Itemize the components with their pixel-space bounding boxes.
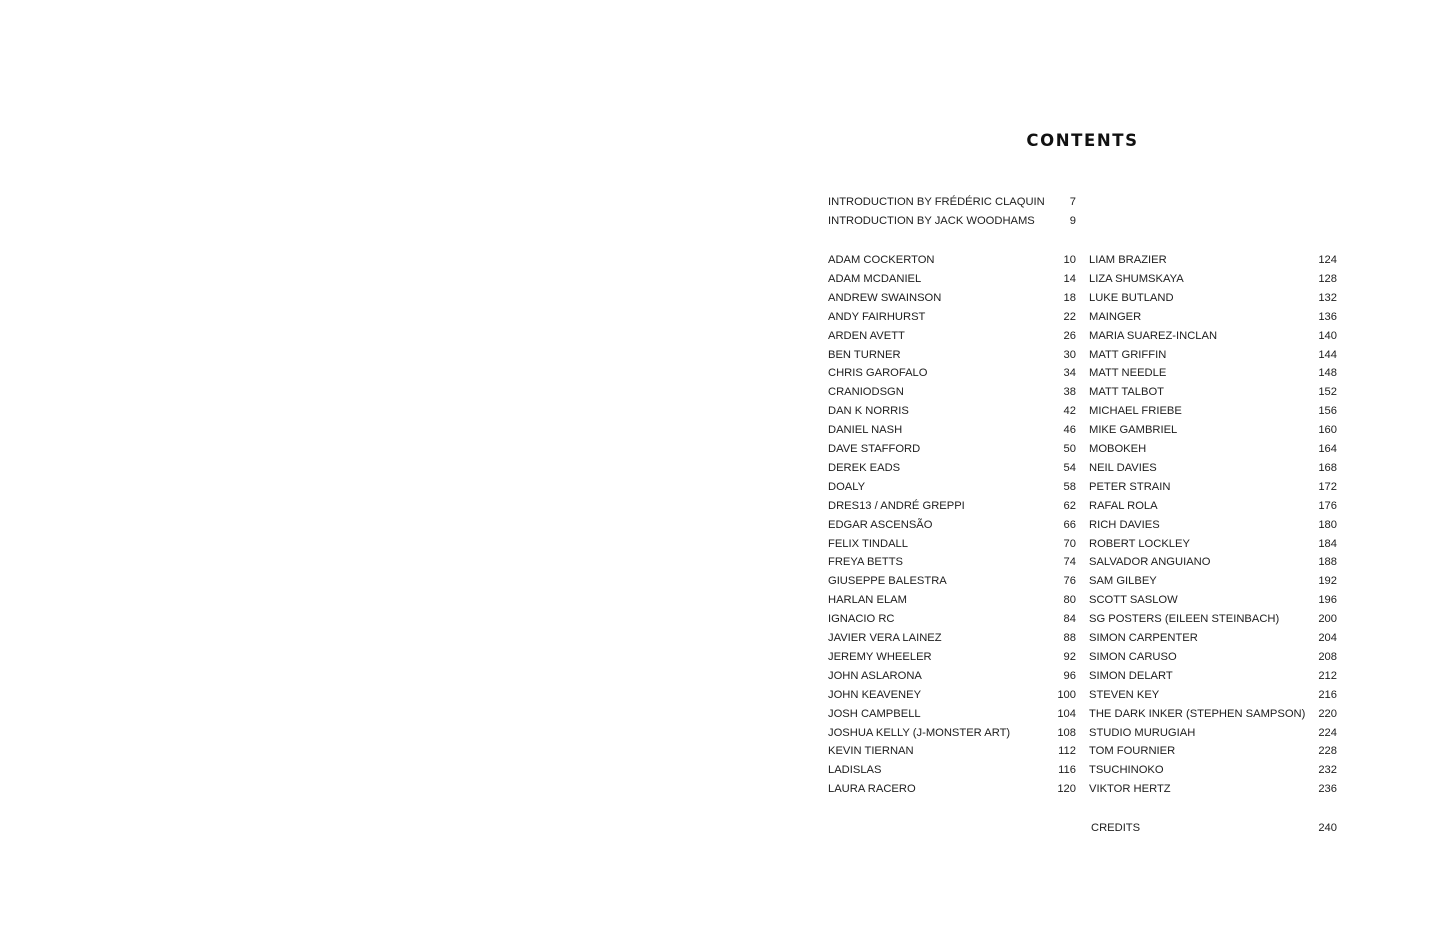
toc-entry-page-number: 164 [1318, 443, 1337, 455]
toc-entry[interactable] [1089, 742, 1337, 760]
toc-entry-page-number: 116 [1058, 764, 1076, 777]
toc-entry-title: TSUCHINOKO [1089, 764, 1164, 777]
toc-entry[interactable] [1089, 308, 1337, 326]
toc-entry[interactable] [828, 705, 1076, 723]
toc-entry-title: LIZA SHUMSKAYA [1089, 272, 1184, 285]
toc-entry-title: CREDITS [1091, 822, 1141, 834]
toc-entry-page-number: 9 [1069, 214, 1076, 227]
toc-entry-title: ARDEN AVETT [828, 329, 905, 342]
toc-entry[interactable] [828, 383, 1076, 401]
toc-entry-title: STUDIO MURUGIAH [1089, 726, 1196, 739]
toc-entry-page-number: 26 [1063, 329, 1076, 342]
toc-entry-page-number: 236 [1318, 783, 1337, 796]
toc-entry-page-number: 74 [1063, 556, 1076, 569]
toc-entry-page-number: 14 [1063, 272, 1076, 285]
toc-entry-page-number: 88 [1063, 632, 1076, 644]
toc-entry-title: ADAM COCKERTON [828, 254, 935, 266]
toc-entry[interactable] [1089, 383, 1337, 401]
toc-entry[interactable] [828, 761, 1076, 779]
toc-entry-title: MOBOKEH [1089, 443, 1147, 455]
toc-entry-page-number: 112 [1058, 745, 1076, 758]
toc-entry[interactable] [1089, 553, 1337, 571]
toc-entry-title: JAVIER VERA LAINEZ [828, 632, 942, 644]
toc-entry-page-number: 204 [1318, 632, 1337, 644]
toc-entry-title: DOALY [828, 480, 866, 493]
toc-entry-page-number: 70 [1063, 537, 1076, 550]
toc-entry-page-number: 76 [1063, 575, 1076, 588]
toc-entry-page-number: 62 [1063, 499, 1076, 512]
toc-entry-title: MIKE GAMBRIEL [1089, 424, 1178, 437]
toc-entry-title: DEREK EADS [828, 461, 901, 474]
toc-entry-title: RICH DAVIES [1089, 518, 1160, 531]
toc-entry-title: DAN K NORRIS [828, 405, 909, 418]
toc-entry[interactable] [1089, 478, 1337, 496]
toc-entry-page-number: 38 [1063, 386, 1076, 399]
toc-entry-page-number: 136 [1318, 310, 1337, 323]
toc-entry-title: MARIA SUAREZ-INCLAN [1089, 329, 1218, 342]
toc-entry-page-number: 92 [1063, 650, 1076, 663]
toc-entry-page-number: 168 [1318, 461, 1337, 474]
toc-entry-page-number: 180 [1318, 518, 1337, 531]
toc-entry[interactable] [828, 459, 1076, 477]
toc-entry[interactable] [828, 402, 1076, 420]
toc-entry[interactable] [828, 591, 1076, 609]
toc-entry-page-number: 184 [1318, 537, 1337, 550]
toc-entry[interactable] [1089, 629, 1337, 647]
toc-entry-page-number: 7 [1069, 196, 1076, 208]
toc-entry[interactable] [1089, 516, 1337, 534]
toc-entry-title: JOSHUA KELLY (J-MONSTER ART) [828, 726, 1011, 739]
toc-entry[interactable] [828, 327, 1076, 345]
toc-entry-title: VIKTOR HERTZ [1089, 783, 1171, 796]
toc-entry[interactable] [828, 346, 1076, 364]
toc-entry-title: SCOTT SASLOW [1089, 594, 1178, 607]
toc-entry[interactable] [1089, 705, 1337, 723]
toc-entry[interactable] [828, 516, 1076, 534]
toc-entry-title: MATT TALBOT [1089, 386, 1165, 399]
toc-entry[interactable] [828, 270, 1076, 288]
toc-entry[interactable] [828, 667, 1076, 685]
toc-entry-title: JOSH CAMPBELL [828, 707, 921, 720]
left-page-blank [0, 0, 722, 936]
toc-entry-title: STEVEN KEY [1089, 688, 1160, 701]
toc-entry-page-number: 192 [1318, 575, 1337, 588]
toc-entry-title: HARLAN ELAM [828, 594, 907, 607]
toc-entry-page-number: 10 [1063, 254, 1076, 266]
toc-entry-title: RAFAL ROLA [1089, 499, 1158, 512]
toc-entry-title: INTRODUCTION BY JACK WOODHAMS [828, 214, 1035, 227]
toc-entry[interactable] [828, 742, 1076, 760]
toc-entry[interactable] [1089, 421, 1337, 439]
toc-entry-title: JOHN ASLARONA [828, 669, 922, 682]
toc-entry[interactable] [1089, 440, 1337, 458]
toc-entry-page-number: 30 [1063, 348, 1076, 361]
toc-entry-page-number: 58 [1063, 480, 1076, 493]
toc-entry[interactable] [1089, 761, 1337, 779]
toc-entry[interactable] [1089, 346, 1337, 364]
toc-entry-title: TOM FOURNIER [1089, 745, 1176, 758]
toc-entry[interactable] [1089, 610, 1337, 628]
toc-entry[interactable] [828, 251, 1076, 269]
toc-entry-page-number: 124 [1318, 254, 1337, 266]
toc-entry-page-number: 224 [1318, 726, 1337, 739]
toc-entry-title: LUKE BUTLAND [1089, 291, 1174, 304]
toc-entry-page-number: 34 [1063, 367, 1076, 380]
toc-entry-title: CRANIODSGN [828, 386, 904, 399]
toc-entry[interactable] [1089, 724, 1337, 742]
toc-entry-title: SIMON DELART [1089, 669, 1173, 682]
toc-entry-page-number: 216 [1318, 688, 1337, 701]
toc-entry-title: INTRODUCTION BY FRÉDÉRIC CLAQUIN [828, 196, 1045, 208]
toc-entry-page-number: 100 [1057, 688, 1076, 701]
toc-entry-page-number: 196 [1318, 594, 1337, 607]
toc-entry-page-number: 176 [1318, 499, 1337, 512]
toc-entry-page-number: 96 [1063, 669, 1076, 682]
toc-entry[interactable] [828, 497, 1076, 515]
toc-entry[interactable] [1089, 402, 1337, 420]
toc-entry-title: GIUSEPPE BALESTRA [828, 575, 947, 588]
toc-entry-title: LAURA RACERO [828, 783, 916, 796]
toc-entry-title: MATT GRIFFIN [1089, 348, 1167, 361]
toc-entry-page-number: 172 [1318, 480, 1337, 493]
toc-entry[interactable] [1089, 270, 1337, 288]
toc-entry-title: NEIL DAVIES [1089, 461, 1157, 474]
toc-entry[interactable] [828, 572, 1076, 590]
toc-entry[interactable] [1089, 572, 1337, 590]
toc-entry-title: DAVE STAFFORD [828, 443, 921, 455]
toc-entry[interactable] [828, 308, 1076, 326]
toc-entry-page-number: 128 [1318, 272, 1337, 285]
toc-entry-page-number: 240 [1318, 822, 1337, 834]
toc-entry-title: SG POSTERS (EILEEN STEINBACH) [1089, 613, 1280, 626]
toc-entry-page-number: 80 [1063, 594, 1076, 607]
toc-entry-title: DANIEL NASH [828, 424, 903, 437]
toc-entry-page-number: 50 [1063, 443, 1076, 455]
toc-entry-page-number: 232 [1318, 764, 1337, 777]
toc-entry-page-number: 120 [1057, 783, 1076, 796]
toc-entry[interactable] [828, 364, 1076, 382]
toc-entry[interactable] [828, 421, 1076, 439]
toc-entry-page-number: 104 [1057, 707, 1076, 720]
toc-entry-title: PETER STRAIN [1089, 480, 1171, 493]
toc-entry-page-number: 148 [1318, 367, 1337, 380]
toc-entry-title: DRES13 / ANDRÉ GREPPI [828, 499, 965, 512]
toc-entry-title: MAINGER [1089, 310, 1142, 323]
toc-entry-page-number: 156 [1318, 405, 1337, 418]
toc-entry-title: MATT NEEDLE [1089, 367, 1167, 380]
toc-entry-page-number: 54 [1063, 461, 1076, 474]
toc-entry[interactable] [828, 478, 1076, 496]
page-title: CONTENTS [1026, 131, 1139, 150]
toc-entry-page-number: 200 [1318, 613, 1337, 626]
toc-entry-page-number: 18 [1063, 291, 1076, 304]
toc-entry-page-number: 66 [1063, 518, 1076, 531]
toc-entry-title: FREYA BETTS [828, 556, 904, 569]
toc-entry[interactable] [1089, 497, 1337, 515]
toc-entry[interactable] [828, 440, 1076, 458]
toc-entry-page-number: 188 [1318, 556, 1337, 569]
toc-entry-title: SIMON CARPENTER [1089, 632, 1198, 644]
toc-entry-page-number: 140 [1318, 329, 1337, 342]
toc-entry[interactable] [1089, 591, 1337, 609]
toc-entry-page-number: 46 [1063, 424, 1076, 437]
toc-credits-entry[interactable] [1091, 819, 1337, 837]
toc-entry-title: LADISLAS [828, 764, 882, 777]
toc-entry-page-number: 228 [1318, 745, 1337, 758]
toc-entry-page-number: 108 [1057, 726, 1076, 739]
toc-entry-page-number: 22 [1063, 310, 1076, 323]
toc-entry-title: ROBERT LOCKLEY [1089, 537, 1190, 550]
toc-entry[interactable] [828, 610, 1076, 628]
toc-entry-title: BEN TURNER [828, 348, 901, 361]
toc-entry-page-number: 144 [1318, 348, 1337, 361]
toc-entry[interactable] [828, 629, 1076, 647]
toc-entry-title: LIAM BRAZIER [1089, 254, 1167, 266]
toc-entry[interactable] [828, 686, 1076, 704]
toc-entry-title: CHRIS GAROFALO [828, 367, 928, 380]
toc-entry-title: ANDY FAIRHURST [828, 310, 926, 323]
toc-entry[interactable] [1089, 535, 1337, 553]
toc-entry-title: IGNACIO RC [828, 613, 895, 626]
toc-entry-page-number: 212 [1318, 669, 1337, 682]
toc-entry[interactable] [1089, 686, 1337, 704]
toc-entry-page-number: 208 [1318, 650, 1337, 663]
toc-entry[interactable] [1089, 459, 1337, 477]
toc-entry[interactable] [1089, 648, 1337, 666]
toc-entry[interactable] [1089, 289, 1337, 307]
toc-entry-title: THE DARK INKER (STEPHEN SAMPSON) [1089, 707, 1306, 720]
toc-entry-page-number: 132 [1318, 291, 1337, 304]
contents-page [722, 0, 1445, 936]
toc-intro-entry[interactable] [828, 193, 1076, 211]
toc-entry[interactable] [1089, 667, 1337, 685]
toc-entry[interactable] [828, 535, 1076, 553]
toc-entry[interactable] [828, 648, 1076, 666]
toc-entry[interactable] [828, 780, 1076, 798]
toc-entry-page-number: 152 [1318, 386, 1337, 399]
toc-entry-title: JEREMY WHEELER [828, 650, 932, 663]
toc-entry-page-number: 84 [1063, 613, 1076, 626]
toc-entry-title: KEVIN TIERNAN [828, 745, 914, 758]
toc-entry-title: ADAM MCDANIEL [828, 272, 922, 285]
toc-entry[interactable] [1089, 364, 1337, 382]
toc-entry-title: ANDREW SWAINSON [828, 291, 942, 304]
toc-entry-title: SIMON CARUSO [1089, 650, 1177, 663]
toc-intro-entry[interactable] [828, 212, 1076, 230]
toc-entry[interactable] [828, 724, 1076, 742]
toc-entry[interactable] [1089, 780, 1337, 798]
toc-entry-title: SALVADOR ANGUIANO [1089, 556, 1211, 569]
toc-entry[interactable] [828, 289, 1076, 307]
toc-entry-page-number: 220 [1318, 707, 1337, 720]
toc-entry[interactable] [828, 553, 1076, 571]
toc-entry-page-number: 160 [1318, 424, 1337, 437]
toc-entry-title: FELIX TINDALL [828, 537, 909, 550]
toc-entry-page-number: 42 [1063, 405, 1076, 418]
toc-entry-title: EDGAR ASCENSÃO [828, 518, 933, 531]
toc-entry-title: JOHN KEAVENEY [828, 688, 922, 701]
toc-entry[interactable] [1089, 251, 1337, 269]
toc-entry-title: MICHAEL FRIEBE [1089, 405, 1182, 418]
toc-entry-title: SAM GILBEY [1089, 575, 1157, 588]
toc-entry[interactable] [1089, 327, 1337, 345]
